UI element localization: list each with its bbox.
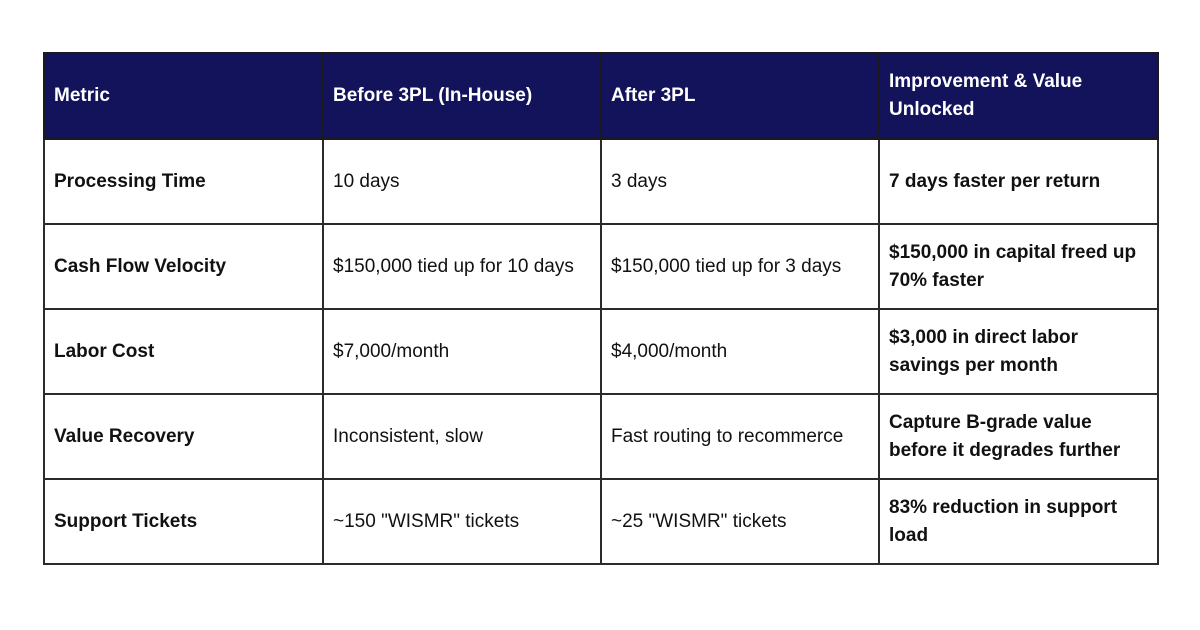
cell-metric: Processing Time xyxy=(44,139,323,224)
cell-metric: Labor Cost xyxy=(44,309,323,394)
cell-after: 3 days xyxy=(601,139,879,224)
header-after-3pl: After 3PL xyxy=(601,53,879,139)
table-row-cash-flow-velocity xyxy=(44,224,1158,309)
header-improvement: Improvement & Value Unlocked xyxy=(879,53,1158,139)
cell-improvement: $3,000 in direct labor savings per month xyxy=(879,309,1158,394)
3pl-comparison-table xyxy=(43,52,1159,565)
cell-before: Inconsistent, slow xyxy=(323,394,601,479)
cell-improvement: 7 days faster per return xyxy=(879,139,1158,224)
cell-improvement: 83% reduction in support load xyxy=(879,479,1158,564)
cell-improvement: $150,000 in capital freed up 70% faster xyxy=(879,224,1158,309)
table-row-processing-time xyxy=(44,139,1158,224)
cell-metric: Support Tickets xyxy=(44,479,323,564)
cell-metric: Value Recovery xyxy=(44,394,323,479)
table-row-value-recovery xyxy=(44,394,1158,479)
cell-after: $4,000/month xyxy=(601,309,879,394)
cell-metric: Cash Flow Velocity xyxy=(44,224,323,309)
cell-after: Fast routing to recommerce xyxy=(601,394,879,479)
table-row-labor-cost xyxy=(44,309,1158,394)
header-row xyxy=(44,53,1158,139)
table-row-support-tickets xyxy=(44,479,1158,564)
cell-after: ~25 "WISMR" tickets xyxy=(601,479,879,564)
table-header xyxy=(44,53,1158,139)
header-before-3pl: Before 3PL (In-House) xyxy=(323,53,601,139)
cell-improvement: Capture B-grade value before it degrades further xyxy=(879,394,1158,479)
header-metric: Metric xyxy=(44,53,323,139)
cell-before: ~150 "WISMR" tickets xyxy=(323,479,601,564)
cell-before: $150,000 tied up for 10 days xyxy=(323,224,601,309)
table-body xyxy=(44,139,1158,564)
cell-before: 10 days xyxy=(323,139,601,224)
cell-after: $150,000 tied up for 3 days xyxy=(601,224,879,309)
comparison-table-container xyxy=(43,52,1157,565)
cell-before: $7,000/month xyxy=(323,309,601,394)
